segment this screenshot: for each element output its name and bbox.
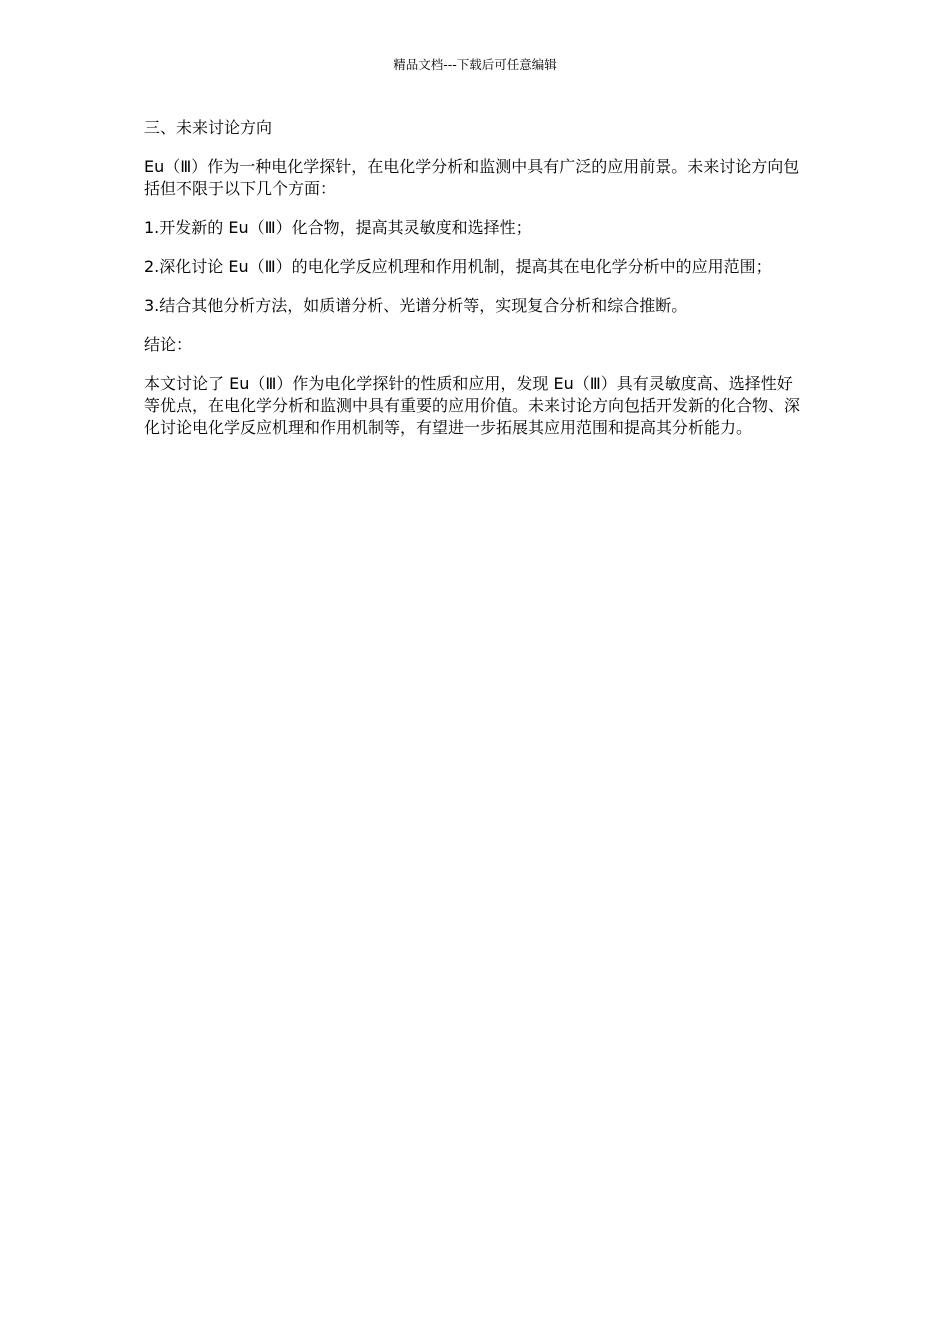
section-heading: 三、未来讨论方向	[144, 118, 273, 137]
list-item: 3.结合其他分析方法，如质谱分析、光谱分析等，实现复合分析和综合推断。	[144, 296, 688, 315]
list-item: 2.深化讨论 Eu（Ⅲ）的电化学反应机理和作用机制，提高其在电化学分析中的应用范围；	[144, 257, 772, 276]
intro-paragraph: Eu（Ⅲ）作为一种电化学探针，在电化学分析和监测中具有广泛的应用前景。未来讨论方向包括但不限于以下几个方面：	[144, 157, 800, 198]
document-body	[144, 117, 806, 456]
list-item: 1.开发新的 Eu（Ⅲ）化合物，提高其灵敏度和选择性；	[144, 218, 532, 237]
page-header: 精品文档---下载后可任意编辑	[393, 57, 557, 72]
conclusion-paragraph: 本文讨论了 Eu（Ⅲ）作为电化学探针的性质和应用，发现 Eu（Ⅲ）具有灵敏度高、选择性好等优点，在电化学分析和监测中具有重要的应用价值。未来讨论方向包括开发新的化合物、深化讨论电化学反应机理和作用机制等，有望进一步拓展其应用范围和提高其分析能力。	[144, 374, 801, 437]
conclusion-heading: 结论：	[144, 335, 193, 354]
